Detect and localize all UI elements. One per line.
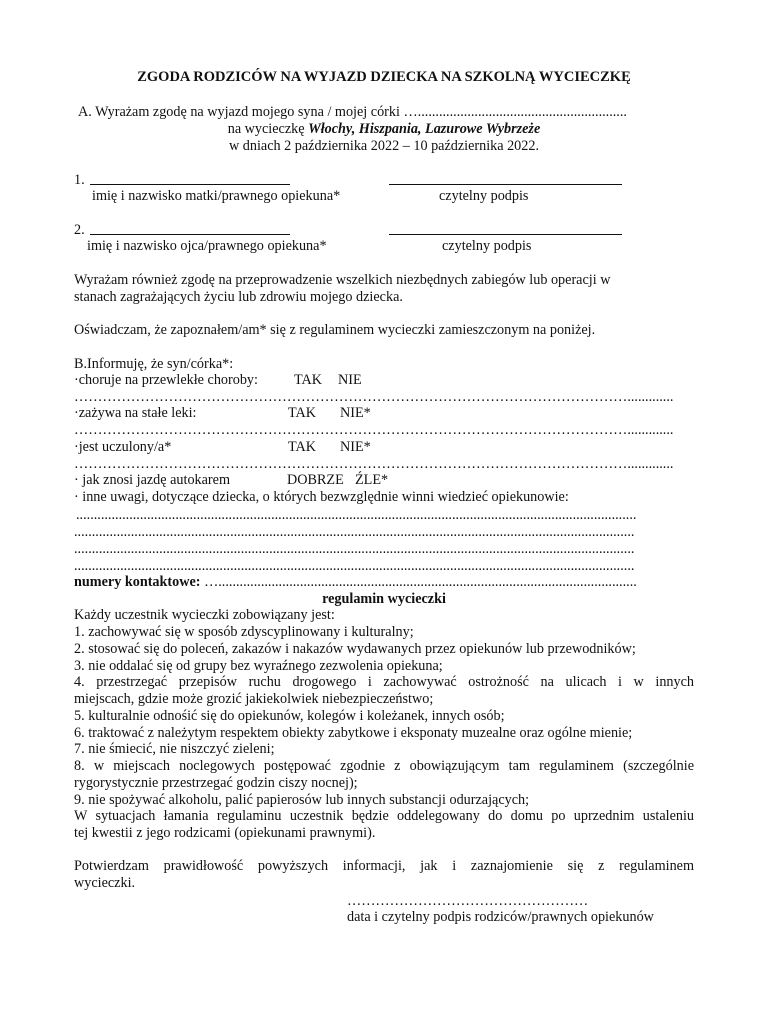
contact-dots[interactable]: …...................................................................................................................... [200, 574, 637, 590]
rule-8a: 8. w miejscach noclegowych postępować zgodnie z obowiązującym tam regulaminem (szczególnie [74, 758, 694, 774]
q3-yes[interactable]: TAK [288, 439, 317, 455]
signature-2-number: 2. [74, 222, 85, 238]
q3-label: ·jest uczulony/a* [74, 439, 172, 455]
q5-label: · inne uwagi, dotyczące dziecka, o których bezwzględnie winni wiedzieć opiekunowie: [74, 489, 569, 505]
rule-4a: 4. przestrzegać przepisów ruchu drogowego i zachowywać ostrożność na ulicach i w innych [74, 674, 694, 690]
contact-label: numery kontaktowe: [74, 574, 201, 590]
mother-signature-label: czytelny podpis [439, 188, 529, 204]
q2-label: ·zażywa na stałe leki: [74, 405, 197, 421]
rule-10a: W sytuacjach łamania regulaminu uczestnik będzie oddelegowany do domu po uprzednim ustaleniu [74, 808, 694, 824]
q2-dots[interactable]: ………………………………………………………………………………………………………............. [74, 422, 674, 438]
father-signature-label: czytelny podpis [442, 238, 532, 254]
notes-dots-4[interactable]: .............................................................................................................................................................. [74, 558, 635, 574]
confirm-line-1: Potwierdzam prawidłowość powyższych informacji, jak i zaznajomienie się z regulaminem [74, 858, 694, 874]
q2-yes[interactable]: TAK [288, 405, 317, 421]
section-b-header: B.Informuję, że syn/córka*: [74, 356, 234, 372]
q1-no[interactable]: NIE [338, 372, 362, 388]
rule-8b: rygorystycznie przestrzegać godzin ciszy nocnej); [74, 775, 358, 791]
rule-7: 7. nie śmiecić, nie niszczyć zieleni; [74, 741, 275, 757]
father-signature-line[interactable] [389, 234, 622, 235]
rule-5: 5. kulturalnie odnośić się do opiekunów, kolegów i koleżanek, innych osób; [74, 708, 505, 724]
notes-dots-3[interactable]: .............................................................................................................................................................. [74, 541, 635, 557]
notes-dots-2[interactable]: .............................................................................................................................................................. [74, 524, 635, 540]
declaration: Oświadczam, że zapoznałem/am* się z regulaminem wycieczki zamieszczonym na poniżej. [74, 322, 596, 338]
rule-1: 1. zachowywać się w sposób zdyscyplinowany i kulturalny; [74, 624, 414, 640]
section-a-line2 [0, 121, 768, 138]
final-signature-label: data i czytelny podpis rodziców/prawnych opiekunów [347, 909, 654, 925]
rule-2: 2. stosować się do poleceń, zakazów i nakazów wydawanych przez opiekunów lub przewodników; [74, 641, 636, 657]
trip-dates: w dniach 2 października 2022 – 10 października 2022. [228, 138, 540, 154]
trip-destination: Włochy, Hiszpania, Lazurowe Wybrzeże [308, 121, 541, 137]
rule-10b: tej kwestii z jego rodzicami (opiekunami prawnymi). [74, 825, 376, 841]
q3-dots[interactable]: ………………………………………………………………………………………………………............. [74, 456, 674, 472]
q1-dots[interactable]: ………………………………………………………………………………………………………............. [74, 389, 674, 405]
confirm-line-2: wycieczki. [74, 875, 136, 891]
father-name-line[interactable] [90, 234, 290, 235]
mother-name-line[interactable] [90, 184, 290, 185]
rule-6: 6. traktować z należytym respektem obiekty zabytkowe i eksponaty muzealne oraz ogólne mienie; [74, 725, 633, 741]
q4-good[interactable]: DOBRZE [287, 472, 344, 488]
document-title: ZGODA RODZICÓW NA WYJAZD DZIECKA NA SZKOLNĄ WYCIECZKĘ [137, 69, 631, 85]
section-a-line1: A. Wyrażam zgodę na wyjazd mojego syna / mojej córki …........................................................... [78, 104, 627, 120]
trip-prefix: na wycieczkę [227, 121, 305, 137]
q2-no[interactable]: NIE* [340, 405, 371, 421]
notes-dots-1[interactable]: .............................................................................................................................................................. [76, 507, 637, 523]
q3-no[interactable]: NIE* [340, 439, 371, 455]
rule-3: 3. nie oddalać się od grupy bez wyraźnego zezwolenia opiekuna; [74, 658, 443, 674]
consent-line-2: stanach zagrażających życiu lub zdrowiu mojego dziecka. [74, 289, 403, 305]
q4-bad[interactable]: ŹLE* [355, 472, 389, 488]
rules-intro: Każdy uczestnik wycieczki zobowiązany jest: [74, 607, 335, 623]
final-signature-dots[interactable]: …………………………………………… [347, 893, 589, 909]
contact-numbers[interactable] [74, 574, 694, 591]
q1-yes[interactable]: TAK [294, 372, 323, 388]
mother-signature-line[interactable] [389, 184, 622, 185]
mother-name-label: imię i nazwisko matki/prawnego opiekuna* [92, 188, 341, 204]
consent-line-1: Wyrażam również zgodę na przeprowadzenie wszelkich niezbędnych zabiegów lub operacji w [74, 272, 611, 288]
signature-1-number: 1. [74, 172, 85, 188]
rule-4b: miejscach, gdzie może grozić jakiekolwiek niebezpieczeństwo; [74, 691, 434, 707]
rules-heading: regulamin wycieczki [322, 591, 446, 607]
father-name-label: imię i nazwisko ojca/prawnego opiekuna* [87, 238, 327, 254]
rule-9: 9. nie spożywać alkoholu, palić papierosów lub innych substancji odurzających; [74, 792, 530, 808]
q1-label: ·choruje na przewlekłe choroby: [74, 372, 258, 388]
q4-label: · jak znosi jazdę autokarem [74, 472, 230, 488]
